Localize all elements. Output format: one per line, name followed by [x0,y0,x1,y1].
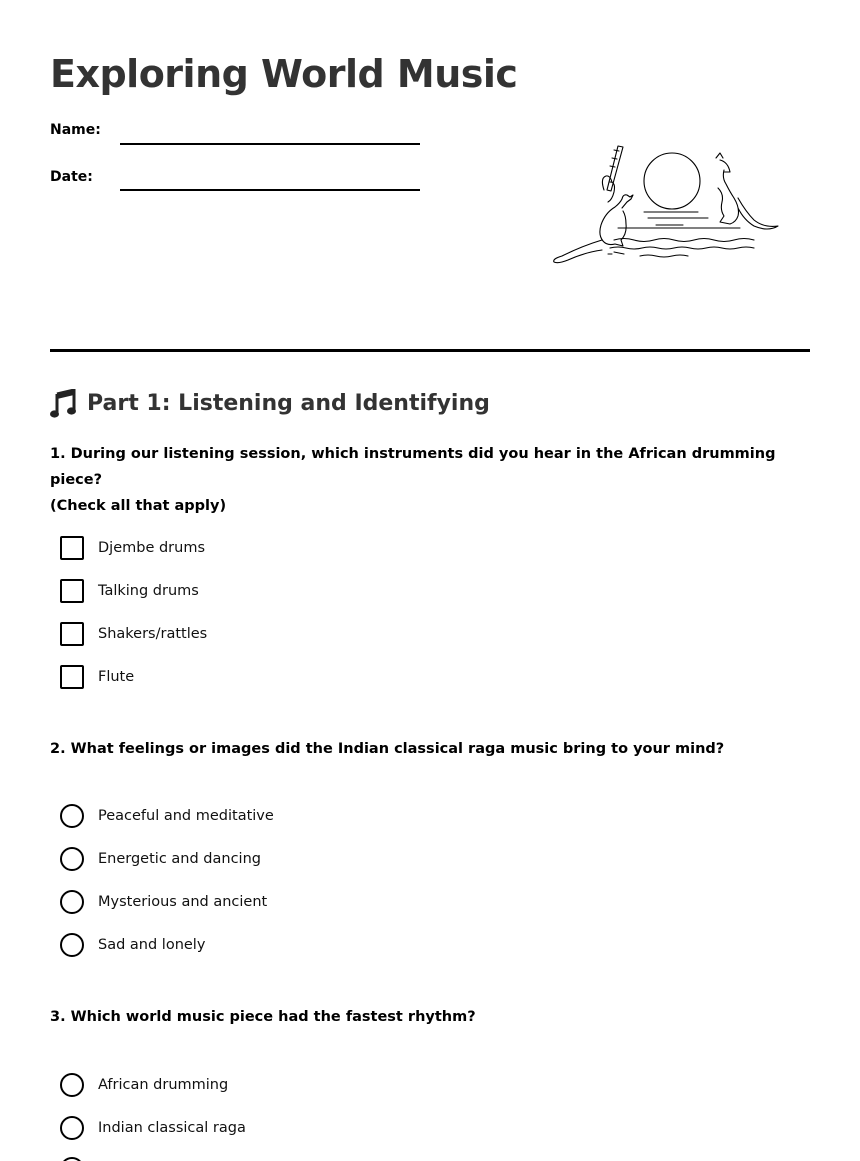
option-peaceful-meditative[interactable] [60,804,274,828]
option-label: Energetic and dancing [98,851,261,867]
option-indian-classical-raga[interactable] [60,1116,246,1140]
option-mysterious-ancient[interactable] [60,890,267,914]
option-label: Shakers/rattles [98,626,208,642]
option-label: Djembe drums [98,540,206,556]
option-label: Indian classical raga [98,1120,246,1136]
question-1 [50,441,810,519]
option-label: Flute [98,669,135,685]
checkbox[interactable] [60,622,84,646]
question-2 [50,736,810,762]
option-flute[interactable] [60,665,134,689]
question-3-text: 3. Which world music piece had the fastest rhythm? [50,1009,476,1025]
right-kangaroo-icon [716,153,778,229]
checkbox[interactable] [60,665,84,689]
option-shakers-rattles[interactable] [60,622,207,646]
checkbox[interactable] [60,579,84,603]
radio-button[interactable] [60,890,84,914]
didgeridoo-icon [607,146,623,191]
checkbox[interactable] [60,536,84,560]
option-african-drumming[interactable] [60,1073,228,1097]
name-label: Name: [50,122,101,138]
name-field[interactable] [120,143,420,145]
section-heading-part1 [50,386,490,422]
header-divider [50,349,810,352]
radio-button[interactable] [60,1116,84,1140]
question-3 [50,1004,810,1030]
option-label: Mysterious and ancient [98,894,268,910]
option-sad-lonely[interactable] [60,933,205,957]
option-partial[interactable] [60,1157,84,1161]
option-label: Talking drums [98,583,199,599]
question-1-text: 1. During our listening session, which instruments did you hear in the African drumming piece? [50,446,776,488]
option-talking-drums[interactable] [60,579,199,603]
radio-button[interactable] [60,1157,84,1161]
option-label: African drumming [98,1077,229,1093]
music-note-icon [50,389,76,419]
kangaroos-didgeridoo-sunset-illustration [548,140,780,270]
worksheet-title: Exploring World Music [50,52,518,96]
option-energetic-dancing[interactable] [60,847,261,871]
radio-button[interactable] [60,933,84,957]
radio-button[interactable] [60,804,84,828]
date-field[interactable] [120,189,420,191]
date-label: Date: [50,169,93,185]
question-2-text: 2. What feelings or images did the Indian classical raga music bring to your mind? [50,741,725,757]
section-heading-text: Part 1: Listening and Identifying [87,391,490,416]
option-djembe-drums[interactable] [60,536,205,560]
option-label: Sad and lonely [98,937,206,953]
radio-button[interactable] [60,847,84,871]
radio-button[interactable] [60,1073,84,1097]
left-kangaroo-icon [554,176,633,263]
option-label: Peaceful and meditative [98,808,274,824]
sun-icon [644,153,700,209]
question-1-instruction: (Check all that apply) [50,498,227,514]
